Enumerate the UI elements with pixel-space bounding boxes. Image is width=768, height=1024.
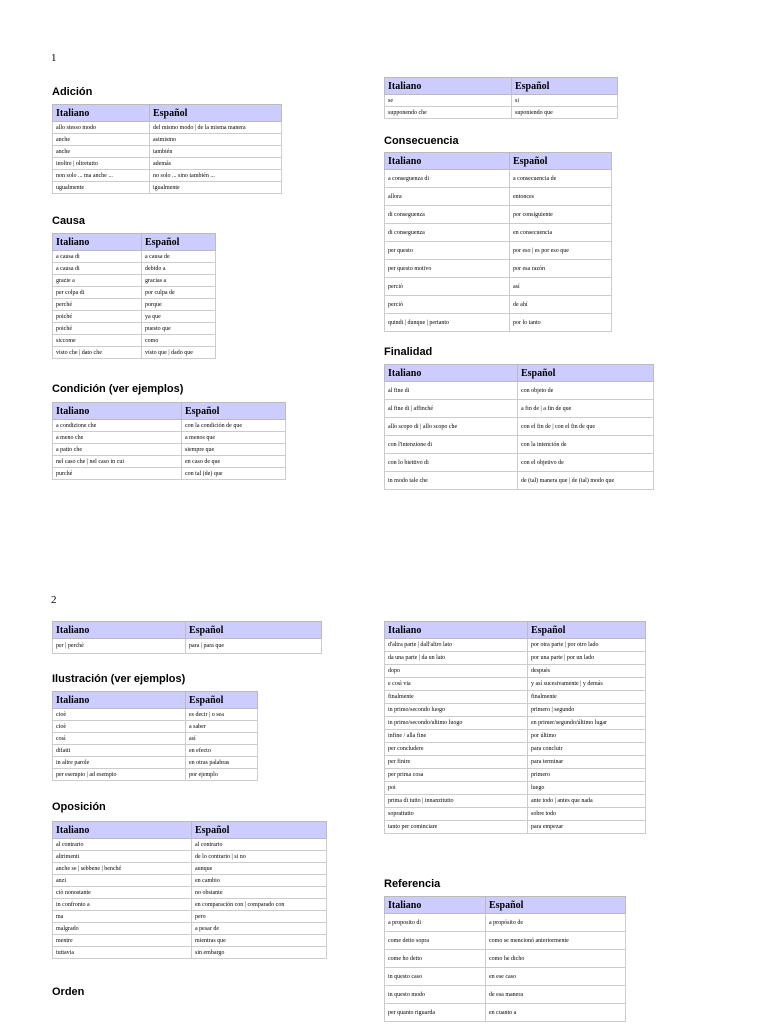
table-row <box>53 182 282 194</box>
spanish-cell: por último <box>528 730 646 743</box>
table-row <box>53 323 216 335</box>
italian-cell: malgrado <box>53 923 192 935</box>
italian-cell: tanto per cominciare <box>385 821 528 834</box>
table-row <box>53 745 258 757</box>
spanish-cell: en efecto <box>186 745 258 757</box>
spanish-cell: de esa manera <box>486 986 626 1004</box>
spanish-cell: luego <box>528 782 646 795</box>
table-row <box>385 418 654 436</box>
table-row <box>385 314 612 332</box>
table-row <box>385 278 612 296</box>
table-row <box>53 432 286 444</box>
italian-column-header: Italiano <box>53 692 186 709</box>
italian-column-header: Italiano <box>385 365 518 382</box>
table-header <box>385 897 626 914</box>
spanish-cell: siempre que <box>182 444 286 456</box>
italian-column-header: Italiano <box>385 897 486 914</box>
spanish-cell: por esa razón <box>510 260 612 278</box>
section-title: Consecuencia <box>384 135 459 147</box>
table-row <box>53 639 322 654</box>
table-row <box>53 335 216 347</box>
italian-cell: in primo/secondo/ultimo luogo <box>385 717 528 730</box>
spanish-cell: por otra parte | por otro lado <box>528 639 646 652</box>
italian-cell: a proposito di <box>385 914 486 932</box>
table-header <box>53 622 322 639</box>
table-row <box>53 134 282 146</box>
italian-cell: difatti <box>53 745 186 757</box>
spanish-cell: gracias a <box>142 275 216 287</box>
italian-cell: a causa di <box>53 263 142 275</box>
table-row <box>385 260 612 278</box>
spanish-cell: para empezar <box>528 821 646 834</box>
spanish-cell: para | para que <box>186 639 322 654</box>
translation-table <box>52 104 282 194</box>
spanish-cell: entonces <box>510 188 612 206</box>
section-title: Condición (ver ejemplos) <box>52 383 184 395</box>
spanish-cell: porque <box>142 299 216 311</box>
section-title: Finalidad <box>384 346 433 358</box>
spanish-cell: por ejemplo <box>186 769 258 781</box>
italian-cell: a meno che <box>53 432 182 444</box>
spanish-cell: con la intención de <box>518 436 654 454</box>
table-header <box>53 822 327 839</box>
spanish-column-header: Español <box>518 365 654 382</box>
spanish-cell: primero <box>528 769 646 782</box>
table-row <box>385 206 612 224</box>
spanish-column-header: Español <box>182 403 286 420</box>
italian-cell: ma <box>53 911 192 923</box>
spanish-cell: para concluir <box>528 743 646 756</box>
italian-cell: anzi <box>53 875 192 887</box>
italian-cell: cioè <box>53 721 186 733</box>
table-row <box>385 950 626 968</box>
table-row <box>53 444 286 456</box>
italian-cell: poiché <box>53 323 142 335</box>
italian-cell: ugualmente <box>53 182 150 194</box>
spanish-cell: en consecuencia <box>510 224 612 242</box>
italian-cell: perché <box>53 299 142 311</box>
spanish-column-header: Español <box>528 622 646 639</box>
spanish-column-header: Español <box>510 153 612 170</box>
spanish-cell: a menos que <box>182 432 286 444</box>
italian-cell: in modo tale che <box>385 472 518 490</box>
italian-column-header: Italiano <box>53 622 186 639</box>
translation-table <box>52 821 327 959</box>
italian-column-header: Italiano <box>385 153 510 170</box>
table-header <box>385 153 612 170</box>
spanish-cell: así <box>510 278 612 296</box>
table-header <box>53 105 282 122</box>
table-header <box>53 234 216 251</box>
spanish-cell: después <box>528 665 646 678</box>
table-row <box>53 839 327 851</box>
table-row <box>53 287 216 299</box>
table-header <box>53 692 258 709</box>
spanish-cell: ante todo | antes que nada <box>528 795 646 808</box>
italian-cell: tuttavia <box>53 947 192 959</box>
italian-cell: in primo/secondo luogo <box>385 704 528 717</box>
page-number: 1 <box>51 52 57 64</box>
table-row <box>385 436 654 454</box>
table-row <box>53 170 282 182</box>
section-title: Adición <box>52 86 93 98</box>
spanish-cell: a consecuencia de <box>510 170 612 188</box>
italian-cell: visto che | dato che <box>53 347 142 359</box>
table-row <box>385 704 646 717</box>
table-row <box>385 382 654 400</box>
spanish-cell: asimismo <box>150 134 282 146</box>
spanish-cell: de (tal) manera que | de (tal) modo que <box>518 472 654 490</box>
table-row <box>385 914 626 932</box>
italian-cell: al contrario <box>53 839 192 851</box>
italian-column-header: Italiano <box>53 105 150 122</box>
spanish-cell: como he dicho <box>486 950 626 968</box>
table-row <box>53 275 216 287</box>
table-row <box>385 224 612 242</box>
table-row <box>53 251 216 263</box>
table-row <box>385 932 626 950</box>
table-row <box>53 923 327 935</box>
italian-cell: a causa di <box>53 251 142 263</box>
table-row <box>53 851 327 863</box>
page-number: 2 <box>51 594 57 606</box>
italian-cell: quindi | dunque | pertanto <box>385 314 510 332</box>
table-header <box>53 403 286 420</box>
spanish-column-header: Español <box>192 822 327 839</box>
italian-cell: soprattutto <box>385 808 528 821</box>
spanish-cell: a fin de | a fin de que <box>518 400 654 418</box>
table-row <box>53 347 216 359</box>
italian-cell: infine / alla fine <box>385 730 528 743</box>
table-row <box>385 808 646 821</box>
table-header <box>385 78 618 95</box>
table-row <box>385 665 646 678</box>
italian-cell: per finire <box>385 756 528 769</box>
spanish-cell: con el fin de | con el fin de que <box>518 418 654 436</box>
table-row <box>385 743 646 756</box>
section-title: Ilustración (ver ejemplos) <box>52 673 186 685</box>
spanish-cell: en caso de que <box>182 456 286 468</box>
spanish-cell: a pesar de <box>192 923 327 935</box>
table-row <box>385 717 646 730</box>
italian-cell: come detto sopra <box>385 932 486 950</box>
spanish-cell: pero <box>192 911 327 923</box>
spanish-cell: suponiendo que <box>512 107 618 119</box>
italian-cell: finalmente <box>385 691 528 704</box>
italian-cell: così <box>53 733 186 745</box>
italian-cell: di conseguenza <box>385 224 510 242</box>
italian-cell: anche se | sebbene | benché <box>53 863 192 875</box>
italian-cell: anche <box>53 134 150 146</box>
table-row <box>385 769 646 782</box>
spanish-cell: con tal (de) que <box>182 468 286 480</box>
italian-column-header: Italiano <box>53 403 182 420</box>
spanish-cell: con objeto de <box>518 382 654 400</box>
table-row <box>385 1004 626 1022</box>
spanish-cell: como <box>142 335 216 347</box>
spanish-cell: a saber <box>186 721 258 733</box>
italian-cell: per prima cosa <box>385 769 528 782</box>
spanish-cell: así <box>186 733 258 745</box>
spanish-cell: en otras palabras <box>186 757 258 769</box>
translation-table <box>52 233 216 359</box>
italian-cell: in questo modo <box>385 986 486 1004</box>
italian-cell: non solo ... ma anche ... <box>53 170 150 182</box>
italian-cell: supponendo che <box>385 107 512 119</box>
table-row <box>385 95 618 107</box>
italian-cell: per esempio | ad esempio <box>53 769 186 781</box>
table-row <box>53 875 327 887</box>
table-row <box>385 652 646 665</box>
table-row <box>385 400 654 418</box>
table-row <box>385 986 626 1004</box>
translation-table <box>52 691 258 781</box>
spanish-cell: del mismo modo | de la misma manera <box>150 122 282 134</box>
italian-cell: poiché <box>53 311 142 323</box>
spanish-column-header: Español <box>486 897 626 914</box>
spanish-cell: igualmente <box>150 182 282 194</box>
italian-cell: cioè <box>53 709 186 721</box>
spanish-cell: también <box>150 146 282 158</box>
translation-table <box>384 77 618 119</box>
spanish-cell: sin embargo <box>192 947 327 959</box>
spanish-cell: además <box>150 158 282 170</box>
italian-cell: per concludere <box>385 743 528 756</box>
translation-table <box>384 364 654 490</box>
table-row <box>53 122 282 134</box>
table-row <box>385 639 646 652</box>
spanish-cell: en primer/segundo/último lugar <box>528 717 646 730</box>
spanish-cell: por consiguiente <box>510 206 612 224</box>
table-row <box>53 468 286 480</box>
italian-cell: anche <box>53 146 150 158</box>
spanish-cell: por eso | es por eso que <box>510 242 612 260</box>
spanish-cell: en cuanto a <box>486 1004 626 1022</box>
italian-cell: purché <box>53 468 182 480</box>
italian-cell: come ho detto <box>385 950 486 968</box>
italian-cell: altrimenti <box>53 851 192 863</box>
table-row <box>385 170 612 188</box>
table-row <box>385 782 646 795</box>
italian-cell: siccome <box>53 335 142 347</box>
table-row <box>53 769 258 781</box>
spanish-cell: finalmente <box>528 691 646 704</box>
table-header <box>385 365 654 382</box>
italian-column-header: Italiano <box>53 234 142 251</box>
table-row <box>385 795 646 808</box>
italian-cell: in altre parole <box>53 757 186 769</box>
spanish-column-header: Español <box>186 622 322 639</box>
italian-cell: allo scopo di | allo scopo che <box>385 418 518 436</box>
spanish-cell: y así sucesivamente | y demás <box>528 678 646 691</box>
spanish-column-header: Español <box>512 78 618 95</box>
spanish-cell: en comparación con | comparado con <box>192 899 327 911</box>
italian-cell: per questo motivo <box>385 260 510 278</box>
italian-cell: e così via <box>385 678 528 691</box>
table-row <box>385 188 612 206</box>
spanish-cell: a causa de <box>142 251 216 263</box>
spanish-cell: aunque <box>192 863 327 875</box>
italian-cell: poi <box>385 782 528 795</box>
italian-cell: ciò nonostante <box>53 887 192 899</box>
translation-table <box>52 621 322 654</box>
section-title: Causa <box>52 215 86 227</box>
italian-cell: allo stesso modo <box>53 122 150 134</box>
translation-table <box>52 402 286 480</box>
spanish-cell: puesto que <box>142 323 216 335</box>
table-row <box>385 968 626 986</box>
italian-column-header: Italiano <box>385 78 512 95</box>
spanish-cell: sobre todo <box>528 808 646 821</box>
spanish-cell: de ahí <box>510 296 612 314</box>
table-row <box>385 678 646 691</box>
table-row <box>53 721 258 733</box>
table-row <box>385 242 612 260</box>
table-row <box>53 935 327 947</box>
table-row <box>53 299 216 311</box>
spanish-cell: no obstante <box>192 887 327 899</box>
italian-cell: con l'intenzione di <box>385 436 518 454</box>
italian-cell: dopo <box>385 665 528 678</box>
table-row <box>53 887 327 899</box>
italian-cell: se <box>385 95 512 107</box>
spanish-cell: primero | segundo <box>528 704 646 717</box>
table-row <box>53 311 216 323</box>
spanish-column-header: Español <box>142 234 216 251</box>
table-row <box>385 730 646 743</box>
italian-cell: per colpa di <box>53 287 142 299</box>
spanish-cell: para terminar <box>528 756 646 769</box>
italian-cell: per | perché <box>53 639 186 654</box>
italian-cell: per quanto riguarda <box>385 1004 486 1022</box>
italian-cell: perciò <box>385 278 510 296</box>
italian-cell: di conseguenza <box>385 206 510 224</box>
table-row <box>385 691 646 704</box>
spanish-cell: a propósito de <box>486 914 626 932</box>
section-title: Oposición <box>52 801 106 813</box>
spanish-cell: en ese caso <box>486 968 626 986</box>
table-row <box>53 733 258 745</box>
spanish-cell: como se mencionó anteriormente <box>486 932 626 950</box>
italian-cell: al fine di | affinché <box>385 400 518 418</box>
table-row <box>53 158 282 170</box>
table-row <box>385 472 654 490</box>
spanish-column-header: Español <box>186 692 258 709</box>
italian-cell: prima di tutto | innanzitutto <box>385 795 528 808</box>
table-row <box>53 263 216 275</box>
table-header <box>385 622 646 639</box>
italian-cell: allora <box>385 188 510 206</box>
translation-table <box>384 152 612 332</box>
table-row <box>53 146 282 158</box>
spanish-cell: con el objetivo de <box>518 454 654 472</box>
italian-cell: in confronto a <box>53 899 192 911</box>
italian-column-header: Italiano <box>53 822 192 839</box>
table-row <box>385 821 646 834</box>
italian-cell: per questo <box>385 242 510 260</box>
italian-cell: a patto che <box>53 444 182 456</box>
italian-cell: grazie a <box>53 275 142 287</box>
spanish-cell: por culpa de <box>142 287 216 299</box>
spanish-cell: por lo tanto <box>510 314 612 332</box>
spanish-cell: mientras que <box>192 935 327 947</box>
spanish-cell: con la condición de que <box>182 420 286 432</box>
italian-cell: nel caso che | nel caso in cui <box>53 456 182 468</box>
table-row <box>53 456 286 468</box>
spanish-cell: visto que | dado que <box>142 347 216 359</box>
spanish-cell: es decir | o sea <box>186 709 258 721</box>
italian-cell: perciò <box>385 296 510 314</box>
table-row <box>53 863 327 875</box>
italian-column-header: Italiano <box>385 622 528 639</box>
spanish-cell: ya que <box>142 311 216 323</box>
spanish-cell: si <box>512 95 618 107</box>
table-row <box>53 899 327 911</box>
spanish-cell: por una parte | por un lado <box>528 652 646 665</box>
table-row <box>53 420 286 432</box>
table-row <box>53 911 327 923</box>
italian-cell: a conseguenza di <box>385 170 510 188</box>
italian-cell: inoltre | oltretutto <box>53 158 150 170</box>
section-title: Referencia <box>384 878 441 890</box>
spanish-cell: de lo contrario | si no <box>192 851 327 863</box>
spanish-cell: en cambio <box>192 875 327 887</box>
translation-table <box>384 896 626 1022</box>
table-row <box>53 947 327 959</box>
table-row <box>385 107 618 119</box>
table-row <box>53 757 258 769</box>
italian-cell: mentre <box>53 935 192 947</box>
italian-cell: d'altra parte | dall'altro lato <box>385 639 528 652</box>
table-row <box>385 296 612 314</box>
table-row <box>385 756 646 769</box>
italian-cell: al fine di <box>385 382 518 400</box>
spanish-cell: al contrario <box>192 839 327 851</box>
italian-cell: con lo biettivo di <box>385 454 518 472</box>
italian-cell: in questo caso <box>385 968 486 986</box>
spanish-column-header: Español <box>150 105 282 122</box>
spanish-cell: debido a <box>142 263 216 275</box>
table-row <box>53 709 258 721</box>
section-title: Orden <box>52 986 85 998</box>
italian-cell: a condizione che <box>53 420 182 432</box>
italian-cell: da una parte | da un lato <box>385 652 528 665</box>
spanish-cell: no solo ... sino también ... <box>150 170 282 182</box>
translation-table <box>384 621 646 834</box>
table-row <box>385 454 654 472</box>
